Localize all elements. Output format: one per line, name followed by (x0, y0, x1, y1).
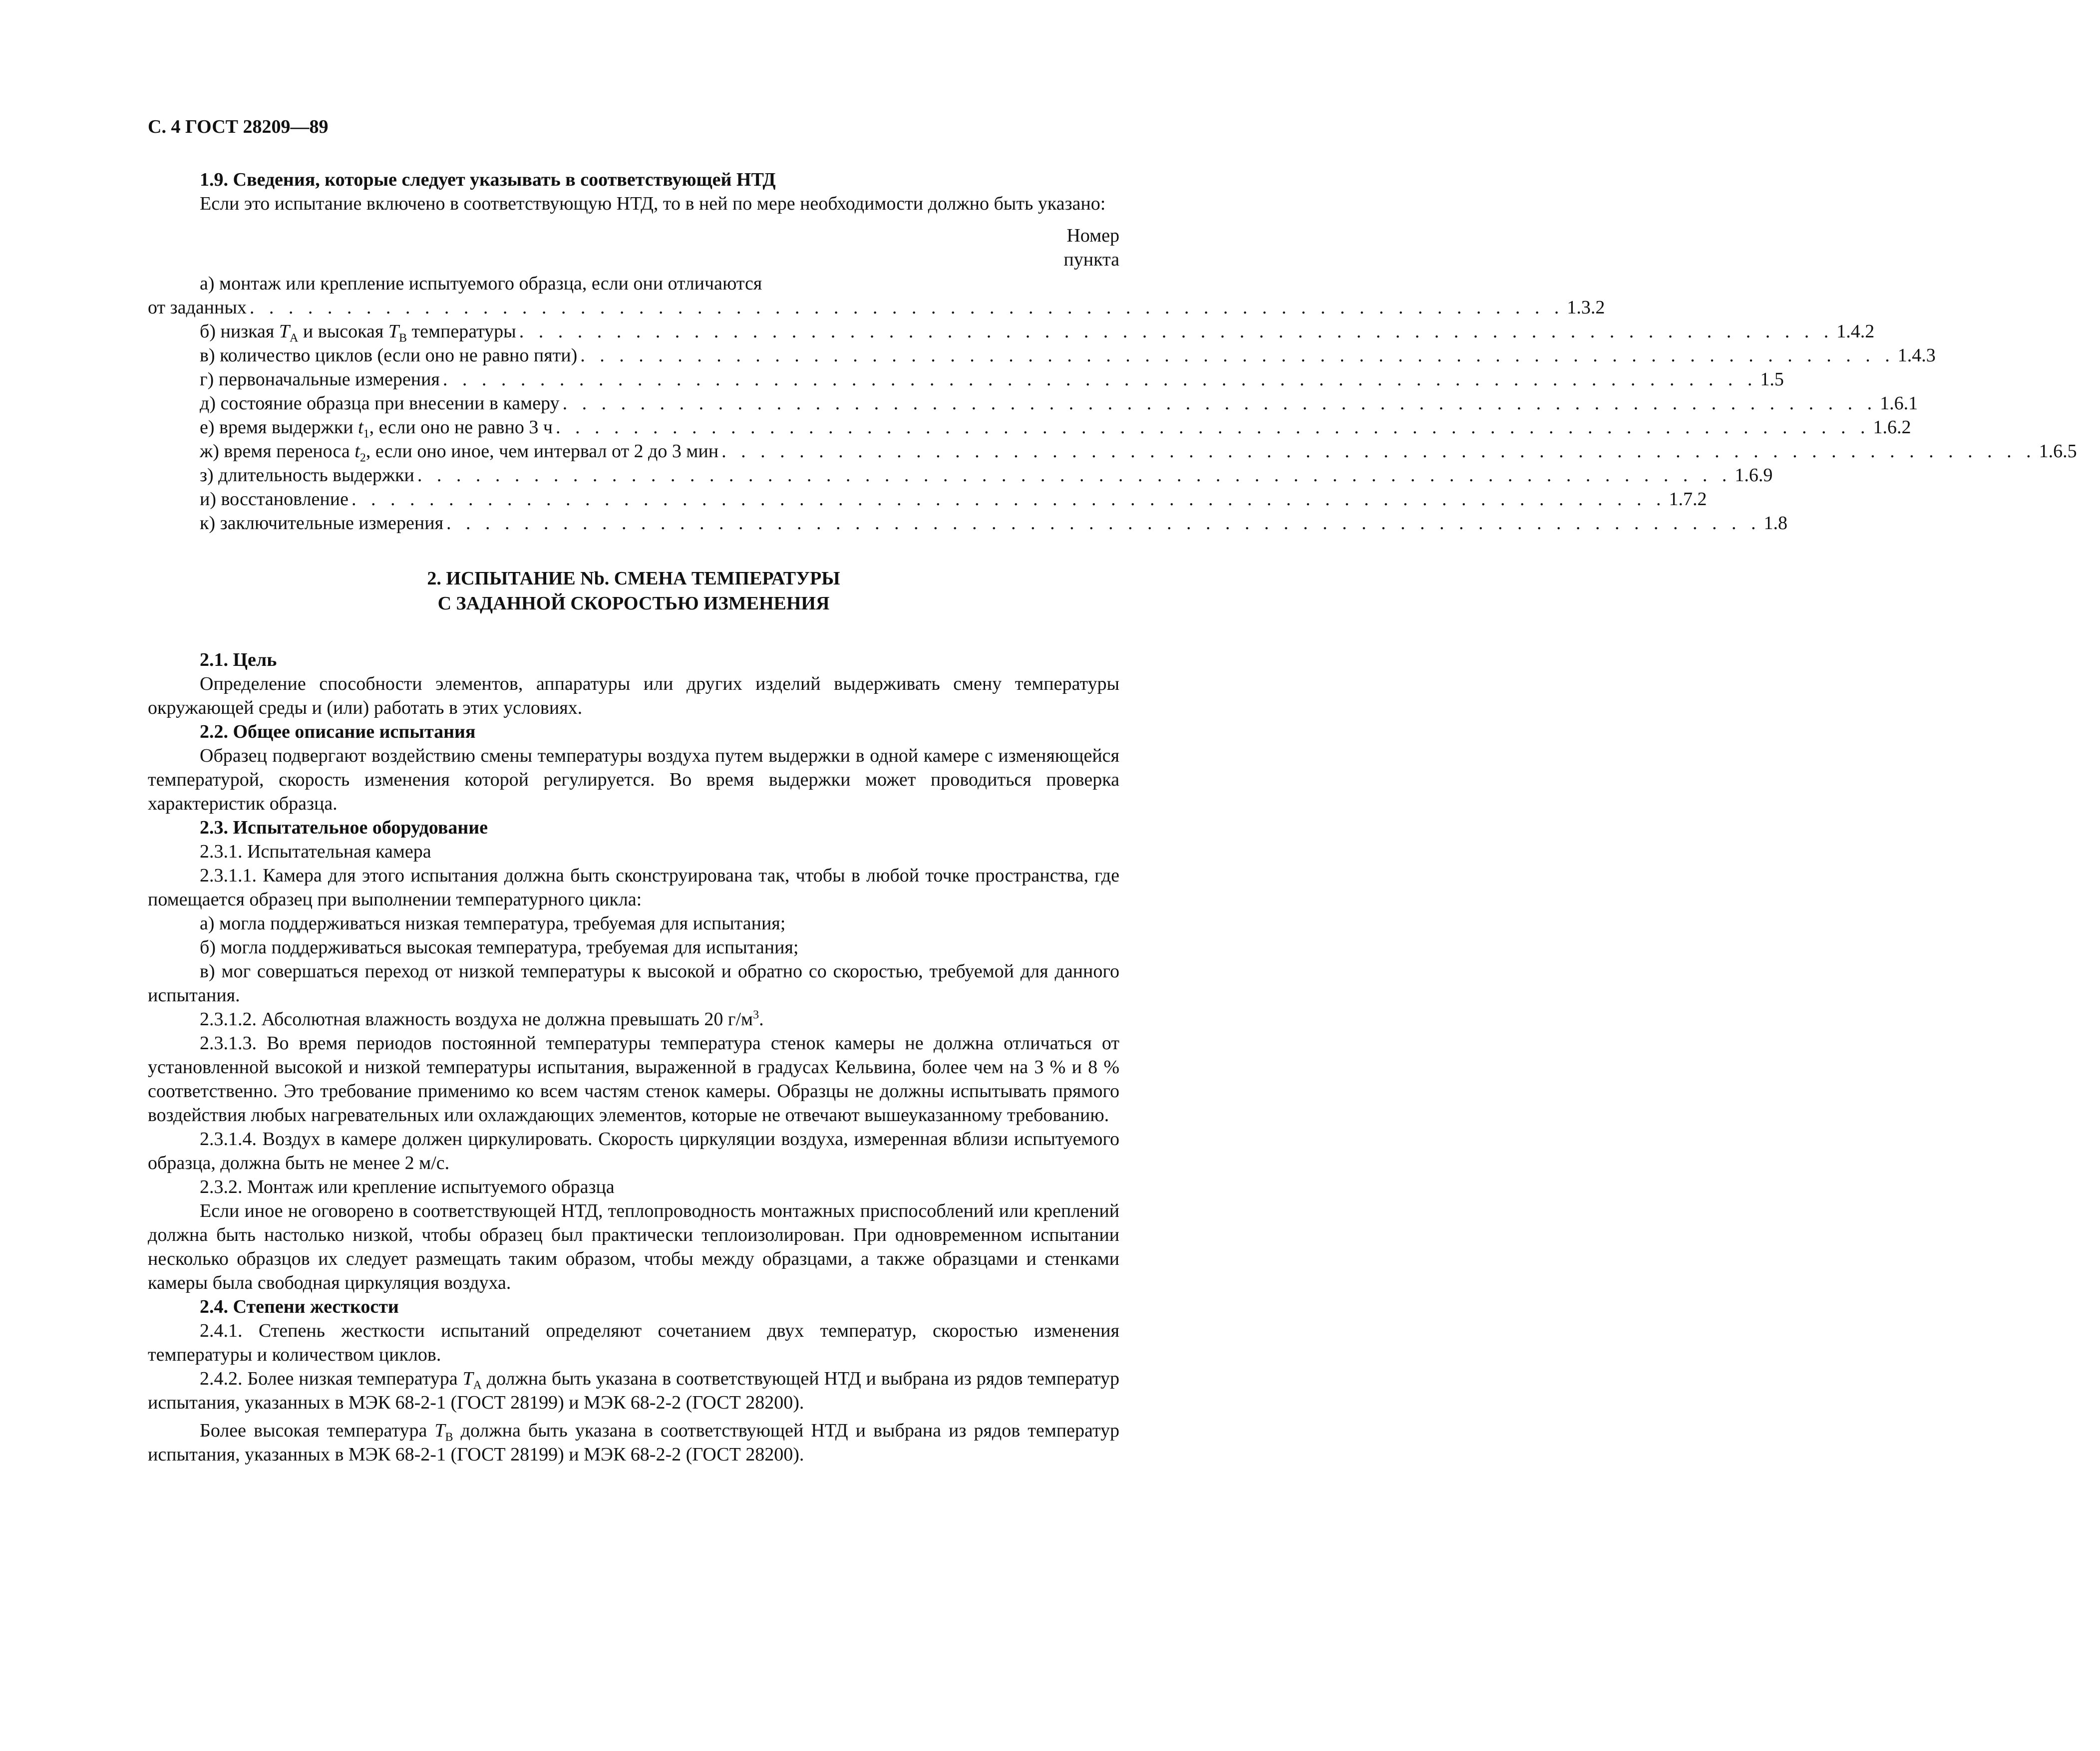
paragraph-2-3-2: 2.3.2. Монтаж или крепление испытуемого образца (200, 1176, 615, 1197)
list-item-b: б) низкая $T_A$ и высокая $T_B$ температуры (200, 321, 516, 345)
list-item (148, 391, 1918, 415)
item-number: 1.4.3 (1897, 345, 1936, 366)
list-item (148, 367, 1784, 391)
list-item-k: к) заключительные измерения (200, 513, 444, 534)
heading-2-1: 2.1. Цель (200, 649, 277, 670)
paragraph-2-3-1-4: 2.3.1.4. Воздух в камере должен циркулировать. Скорость циркуляции воздуха, измеренная вблизи испытуемого образца, должна быть не менее 2 м/с. (148, 1129, 1119, 1173)
list-item (148, 319, 1875, 345)
paragraph-2-4-1: 2.4.1. Степень жесткости испытаний определяют сочетанием двух температур, скоростью изменения температуры и количеством циклов. (148, 1320, 1119, 1365)
heading-2-4: 2.4. Степени жесткости (200, 1296, 399, 1317)
list-item (148, 415, 1911, 441)
leader-dots: . . . . . . . . . . . . . . . . . . . . . . . . . . . . . . . . . . . . . . . . . . . . . . . . . . . . . . . . . . . . . . . . . . . . (249, 297, 1564, 318)
item-number: 1.4.2 (1836, 321, 1875, 342)
paragraph-2-3-1-1-v: в) мог совершаться переход от низкой температуры к высокой и обратно со скоростью, требуемой для данного испытания. (148, 961, 1119, 1006)
section-1-9-title: 1.9. Сведения, которые следует указывать в соответствующей НТД (200, 169, 776, 190)
list-item (148, 439, 2077, 465)
list-item-e: е) время выдержки $t_1$, если оно не равно 3 ч (200, 417, 553, 441)
column-header-line1: Номер (1066, 225, 1119, 246)
paragraph-2-3-1-1-a: а) могла поддерживаться низкая температура, требуемая для испытания; (200, 913, 786, 934)
paragraph-2-3-1-2: 2.3.1.2. Абсолютная влажность воздуха не должна превышать 20 $г/м^3$. (200, 1008, 764, 1030)
item-number: 1.6.1 (1880, 393, 1918, 414)
paragraph-2-3-1-1: 2.3.1.1. Камера для этого испытания должна быть сконструирована так, чтобы в любой точке пространства, где помещается образец при выполнении температурного цикла: (148, 865, 1119, 910)
paragraph-2-3-2-body: Если иное не оговорено в соответствующей НТД, теплопроводность монтажных приспособлений или креплений должна быть настолько низкой, чтобы образец был практически теплоизолирован. При одновременном испытании несколько образцов их следует размещать таким образом, чтобы между образцами, а также образцами и стенками камеры была свободная циркуляция воздуха. (148, 1200, 1119, 1293)
list-item-z: з) длительность выдержки (200, 465, 414, 486)
section-2-title-line1: 2. ИСПЫТАНИЕ Nb. СМЕНА ТЕМПЕРАТУРЫ (427, 568, 840, 589)
leader-dots: . . . . . . . . . . . . . . . . . . . . . . . . . . . . . . . . . . . . . . . . . . . . . . . . . . . . . . . . . . . . . . . . . . . . (562, 393, 1877, 414)
section-1-9-intro: Если это испытание включено в соответствующую НТД, то в ней по мере необходимости должно быть указано: (200, 193, 1106, 214)
paragraph-2-4-2: 2.4.2. Более низкая температура $T_A$ должна быть указана в соответствующей НТД и выбрана из рядов температур испытания, указанных в МЭК 68-2-1 (ГОСТ 28199) и МЭК 68-2-2 (ГОСТ 28200). (148, 1368, 1119, 1413)
leader-dots: . . . . . . . . . . . . . . . . . . . . . . . . . . . . . . . . . . . . . . . . . . . . . . . . . . . . . . . . . . . . . . . . . . . . (442, 369, 1757, 390)
paragraph-2-3-1-1-b: б) могла поддерживаться высокая температура, требуемая для испытания; (200, 937, 799, 958)
paragraph-2-1: Определение способности элементов, аппаратуры или других изделий выдерживать смену температуры окружающей среды и (или) работать в этих условиях. (148, 673, 1119, 718)
list-item (148, 487, 1707, 511)
item-number: 1.6.2 (1873, 417, 1911, 438)
paragraph-2-2: Образец подвергают воздействию смены температуры воздуха путем выдержки в одной камере с изменяющейся температурой, скорость изменения которой регулируется. Во время выдержки может проводиться проверка характеристик образца. (148, 745, 1119, 814)
leader-dots: . . . . . . . . . . . . . . . . . . . . . . . . . . . . . . . . . . . . . . . . . . . . . . . . . . . . . . . . . . . . . . . . . . . . (446, 513, 1761, 534)
paragraph-2-4-2-b: Более высокая температура $T_B$ должна быть указана в соответствующей НТД и выбрана из рядов температур испытания, указанных в МЭК 68-2-1 (ГОСТ 28199) и МЭК 68-2-2 (ГОСТ 28200). (148, 1420, 1119, 1465)
item-number: 1.5 (1760, 369, 1784, 390)
item-number: 1.3.2 (1567, 297, 1605, 318)
item-number: 1.6.5 (2039, 441, 2077, 462)
list-item-g: г) первоначальные измерения (200, 369, 440, 390)
leader-dots: . . . . . . . . . . . . . . . . . . . . . . . . . . . . . . . . . . . . . . . . . . . . . . . . . . . . . . . . . . . . . . . . . . . . (519, 321, 1834, 342)
page-header: С. 4 ГОСТ 28209—89 (148, 116, 329, 137)
item-number: 1.6.9 (1735, 465, 1773, 486)
leader-dots: . . . . . . . . . . . . . . . . . . . . . . . . . . . . . . . . . . . . . . . . . . . . . . . . . . . . . . . . . . . . . . . . . . . . (721, 441, 2036, 462)
column-header-line2: пункта (1063, 249, 1119, 270)
section-2-title-line2: С ЗАДАННОЙ СКОРОСТЬЮ ИЗМЕНЕНИЯ (437, 593, 830, 614)
item-number: 1.8 (1763, 513, 1788, 534)
list-item (148, 511, 1788, 535)
list-item-a-line2: от заданных (148, 297, 247, 318)
list-item-zh: ж) время переноса $t_2$, если оно иное, чем интервал от 2 до 3 мин (200, 441, 719, 465)
section-2-title (148, 566, 1119, 616)
list-item-a-line1: а) монтаж или крепление испытуемого образца, если они отличаются (200, 273, 762, 294)
list-item-d: д) состояние образца при внесении в камеру (200, 393, 560, 414)
heading-2-2: 2.2. Общее описание испытания (200, 721, 476, 742)
leader-dots: . . . . . . . . . . . . . . . . . . . . . . . . . . . . . . . . . . . . . . . . . . . . . . . . . . . . . . . . . . . . . . . . . . . . (555, 417, 1870, 438)
paragraph-2-3-1: 2.3.1. Испытательная камера (200, 841, 431, 862)
leader-dots: . . . . . . . . . . . . . . . . . . . . . . . . . . . . . . . . . . . . . . . . . . . . . . . . . . . . . . . . . . . . . . . . . . . . (580, 345, 1895, 366)
paragraph-2-3-1-3: 2.3.1.3. Во время периодов постоянной температуры температура стенок камеры не должна отличаться от установленной высокой и низкой температуры испытания, выраженной в градусах Кельвина, более чем на 3 % и 8 % соответственно. Это требование применимо ко всем частям стенок камеры. Образцы не должны испытывать прямого воздействия любых нагревательных или охлаждающих элементов, которые не отвечают вышеуказанному требованию. (148, 1033, 1119, 1126)
list-item (148, 463, 1773, 487)
spacer (148, 1415, 1119, 1419)
column-header (148, 224, 1119, 272)
list-item (148, 295, 1605, 319)
leader-dots: . . . . . . . . . . . . . . . . . . . . . . . . . . . . . . . . . . . . . . . . . . . . . . . . . . . . . . . . . . . . . . . . . . . . (351, 489, 1666, 510)
document-body (148, 168, 2077, 1466)
list-item (148, 343, 1936, 367)
heading-2-3: 2.3. Испытательное оборудование (200, 817, 488, 838)
leader-dots: . . . . . . . . . . . . . . . . . . . . . . . . . . . . . . . . . . . . . . . . . . . . . . . . . . . . . . . . . . . . . . . . . . . . (417, 465, 1732, 486)
list-item-i: и) восстановление (200, 489, 349, 510)
item-number: 1.7.2 (1669, 489, 1707, 510)
list-item-v: в) количество циклов (если оно не равно пяти) (200, 345, 578, 366)
